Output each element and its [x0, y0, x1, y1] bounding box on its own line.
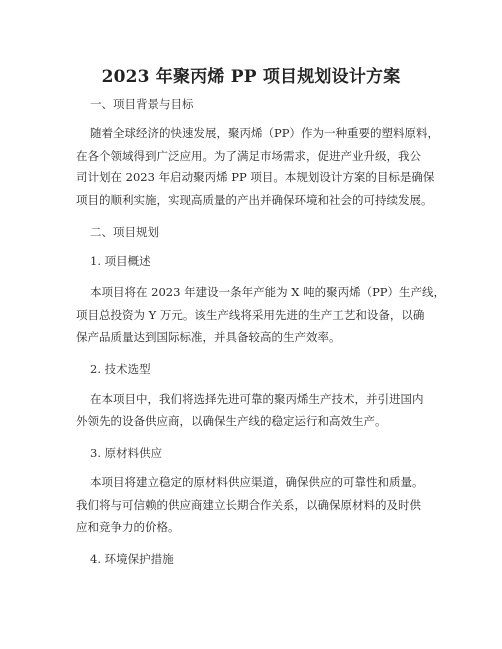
section1-para-line: 随着全球经济的快速发展，聚丙烯（PP）作为一种重要的塑料原料，: [90, 126, 439, 140]
section1-para-line: 司计划在 2023 年启动聚丙烯 PP 项目。本规划设计方案的目标是确保: [76, 170, 435, 184]
subsection1-para-line: 项目总投资为 Y 万元。该生产线将采用先进的生产工艺和设备，以确: [76, 308, 425, 322]
section1-heading: 一、项目背景与目标: [90, 97, 194, 111]
subsection2-heading: 2. 技术选型: [90, 362, 151, 376]
section1-para-line: 在各个领域得到广泛应用。为了满足市场需求，促进产业升级，我公: [76, 149, 421, 163]
subsection2-para-line: 外领先的设备供应商，以确保生产线的稳定运行和高效生产。: [76, 414, 387, 428]
subsection2-para-line: 在本项目中，我们将选择先进可靠的聚丙烯生产技术，并引进国内: [90, 392, 424, 406]
subsection1-heading: 1. 项目概述: [90, 254, 151, 268]
subsection3-para-line: 本项目将建立稳定的原材料供应渠道，确保供应的可靠性和质量。: [90, 475, 424, 489]
subsection1-para-line: 本项目将在 2023 年建设一条年产能为 X 吨的聚丙烯（PP）生产线，: [90, 285, 446, 299]
subsection3-heading: 3. 原材料供应: [90, 446, 163, 460]
subsection3-para-line: 应和竞争力的价格。: [76, 520, 180, 534]
subsection4-heading: 4. 环境保护措施: [90, 552, 174, 566]
document-title: 2023 年聚丙烯 PP 项目规划设计方案: [101, 67, 401, 87]
subsection1-para-line: 保产品质量达到国际标准，并具备较高的生产效率。: [76, 330, 341, 344]
section1-para-line: 项目的顺利实施，实现高质量的产出并确保环境和社会的可持续发展。: [76, 193, 433, 207]
section2-heading: 二、项目规划: [90, 225, 159, 239]
subsection3-para-line: 我们将与可信赖的供应商建立长期合作关系，以确保原材料的及时供: [76, 498, 421, 512]
